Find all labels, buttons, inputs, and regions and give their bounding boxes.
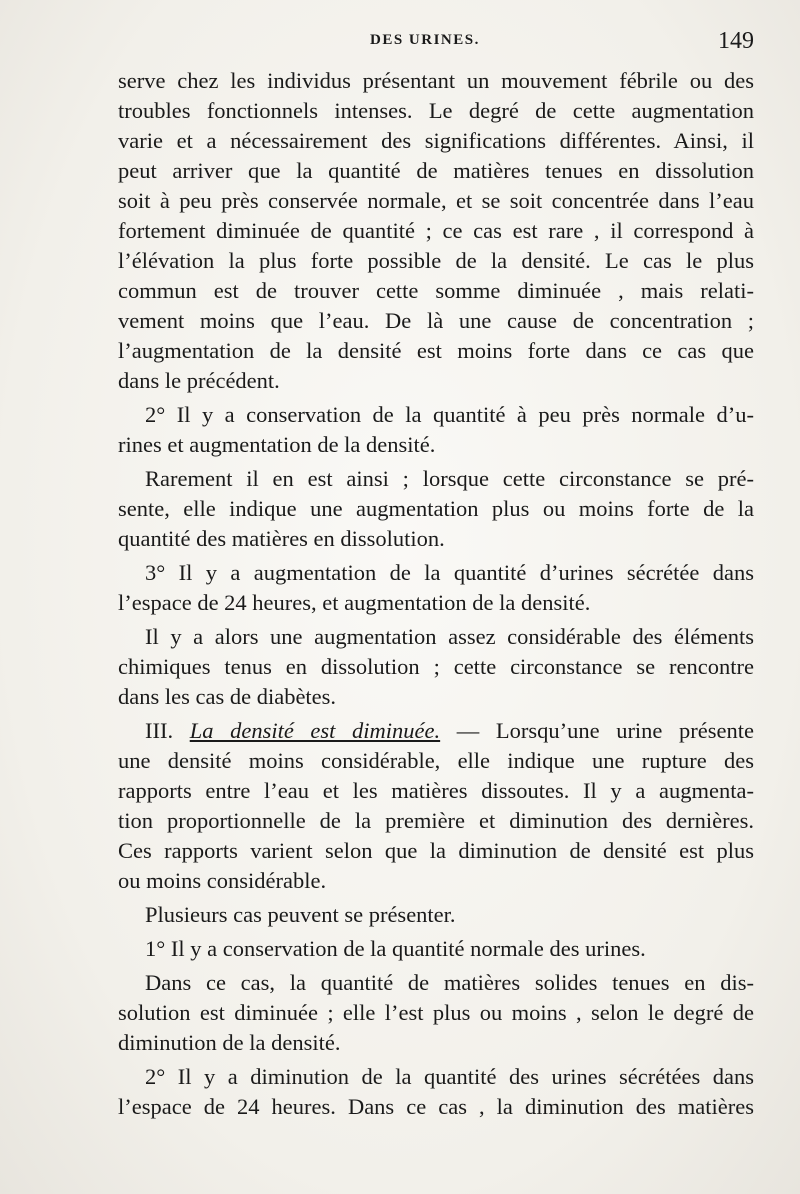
- running-head: DES URINES.: [370, 32, 480, 48]
- section-heading-line: [118, 716, 754, 746]
- text-line: dans les cas de diabètes.: [118, 684, 337, 709]
- text-line: Dans ce cas, la quantité de matières solides tenues en dis-: [145, 970, 754, 995]
- paragraph: [118, 622, 754, 712]
- text-line: vement moins que l’eau. De là une cause de concentration ;: [118, 308, 754, 333]
- text-line: serve chez les individus présentant un mouvement fébrile ou des: [118, 68, 754, 93]
- paragraph: [118, 464, 754, 554]
- text-line: diminution de la densité.: [118, 1030, 341, 1055]
- page-number: 149: [718, 28, 754, 54]
- text-line: sente, elle indique une augmentation plus ou moins forte de la: [118, 496, 754, 521]
- text-line: solution est diminuée ; elle l’est plus ou moins , selon le degré de: [118, 1000, 754, 1025]
- text-line: chimiques tenus en dissolution ; cette circonstance se rencontre: [118, 654, 754, 679]
- text-line: l’espace de 24 heures, et augmentation de la densité.: [118, 590, 591, 615]
- text-line: soit à peu près conservée normale, et se soit concentrée dans l’eau: [118, 188, 754, 213]
- text-line: Rarement il en est ainsi ; lorsque cette circonstance se pré-: [145, 466, 754, 491]
- text-line: commun est de trouver cette somme diminuée , mais relati-: [118, 278, 754, 303]
- text-line: ou moins considérable.: [118, 868, 327, 893]
- text-line: rines et augmentation de la densité.: [118, 432, 436, 457]
- paragraph: [118, 900, 754, 930]
- text-line: tion proportionnelle de la première et diminution des dernières.: [118, 808, 754, 833]
- paragraph: [118, 558, 754, 618]
- paragraph: [118, 968, 754, 1058]
- text-line: troubles fonctionnels intenses. Le degré de cette augmentation: [118, 98, 754, 123]
- text-line: fortement diminuée de quantité ; ce cas est rare , il correspond à: [118, 218, 754, 243]
- text-line: dans le précédent.: [118, 368, 280, 393]
- section-paragraph: [118, 716, 754, 896]
- section-title: La densité est diminuée.: [189, 718, 441, 743]
- paragraph: [118, 400, 754, 460]
- text-line: 1° Il y a conservation de la quantité normale des urines.: [145, 936, 646, 961]
- section-number: III.: [145, 718, 174, 743]
- text-line: 2° Il y a conservation de la quantité à peu près normale d’u-: [145, 402, 754, 427]
- paragraph: [118, 1062, 754, 1122]
- text-line: Il y a alors une augmentation assez considérable des éléments: [145, 624, 754, 649]
- text-line: quantité des matières en dissolution.: [118, 526, 445, 551]
- text-line: 3° Il y a augmentation de la quantité d’urines sécrétée dans: [145, 560, 754, 585]
- text-line: rapports entre l’eau et les matières dissoutes. Il y a augmenta-: [118, 778, 754, 803]
- body-text: [118, 66, 754, 1126]
- text-line: Ces rapports varient selon que la diminution de densité est plus: [118, 838, 754, 863]
- paragraph: [118, 66, 754, 396]
- text-line: l’augmentation de la densité est moins forte dans ce cas que: [118, 338, 754, 363]
- section-heading-rest: — Lorsqu’une urine présente: [440, 718, 754, 743]
- paragraph: [118, 934, 754, 964]
- text-line: Plusieurs cas peuvent se présenter.: [145, 902, 456, 927]
- text-line: peut arriver que la quantité de matières tenues en dissolution: [118, 158, 754, 183]
- text-line: une densité moins considérable, elle indique une rupture des: [118, 748, 754, 773]
- text-line: varie et a nécessairement des significations différentes. Ainsi, il: [118, 128, 754, 153]
- text-line: 2° Il y a diminution de la quantité des urines sécrétées dans: [145, 1064, 754, 1089]
- text-line: l’espace de 24 heures. Dans ce cas , la diminution des matières: [118, 1094, 754, 1119]
- page-header: [118, 30, 754, 60]
- text-line: l’élévation la plus forte possible de la densité. Le cas le plus: [118, 248, 754, 273]
